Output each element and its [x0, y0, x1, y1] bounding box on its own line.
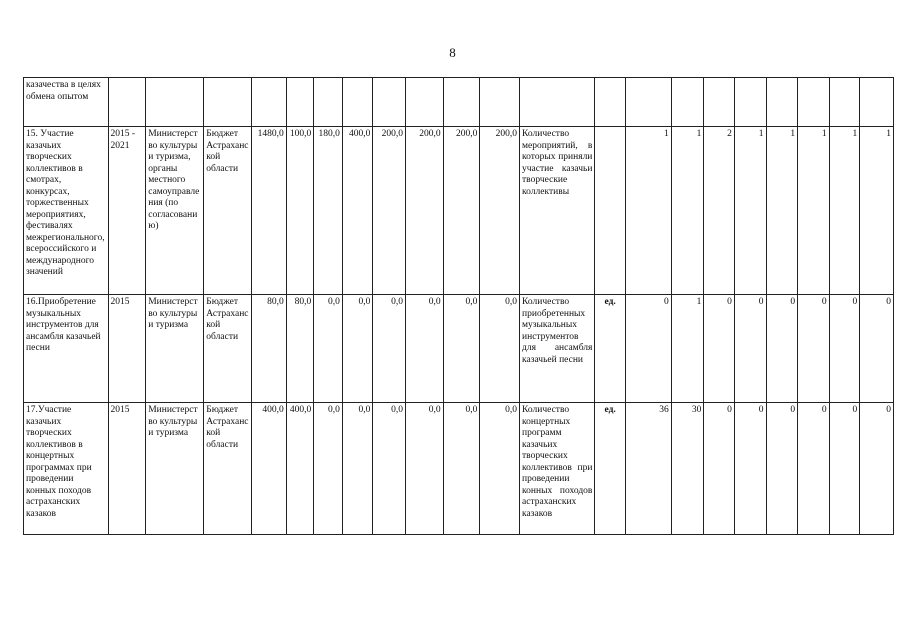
funding-value-cell: 80,0 — [286, 295, 314, 403]
funding-value-cell — [286, 78, 314, 127]
target-value-cell: 0 — [734, 403, 766, 535]
funding-value-cell: 0,0 — [405, 295, 443, 403]
funding-value-cell: 0,0 — [480, 295, 520, 403]
target-value-cell: 0 — [766, 403, 798, 535]
funding-value-cell — [480, 78, 520, 127]
funding-value-cell — [252, 78, 287, 127]
executor-cell: Министерство культуры и туризма — [146, 403, 204, 535]
period-cell: 2015 - 2021 — [108, 127, 146, 295]
executor-cell: Министерство культуры и туризма, органы местного самоуправления (по согласованию) — [146, 127, 204, 295]
target-value-cell: 1 — [798, 127, 830, 295]
target-value-cell: 0 — [734, 295, 766, 403]
unit-cell: ед. — [595, 403, 626, 535]
funding-value-cell: 0,0 — [373, 295, 406, 403]
target-value-cell: 1 — [860, 127, 894, 295]
funding-value-cell: 0,0 — [373, 403, 406, 535]
target-value-cell: 0 — [860, 295, 894, 403]
target-value-cell: 0 — [766, 295, 798, 403]
target-value-cell: 2 — [704, 127, 735, 295]
indicator-cell: Количество концертных программ казачьих творческих коллективов при проведении конных походов астраханских казаков — [520, 403, 595, 535]
event-name-cell: 16.Приобретение музыкальных инструментов для ансамбля казачьей песни — [24, 295, 109, 403]
event-name-cell: казачества в целях обмена опытом — [24, 78, 109, 127]
funding-value-cell: 0,0 — [480, 403, 520, 535]
page-number: 8 — [449, 45, 456, 60]
executor-cell: Министерство культуры и туризма — [146, 295, 204, 403]
target-value-cell — [798, 78, 830, 127]
program-table — [23, 77, 894, 535]
target-value-cell — [625, 78, 671, 127]
funding-source-cell: Бюджет Астраханской области — [204, 127, 252, 295]
funding-value-cell — [373, 78, 406, 127]
target-value-cell: 1 — [829, 127, 860, 295]
indicator-cell: Количество приобретенных музыкальных инструментов для ансамбля казачьей песни — [520, 295, 595, 403]
funding-value-cell: 400,0 — [286, 403, 314, 535]
target-value-cell — [671, 78, 704, 127]
funding-value-cell: 200,0 — [373, 127, 406, 295]
funding-source-cell — [204, 78, 252, 127]
event-name-cell: 17.Участие казачьих творческих коллективов в концертных программах при проведении конных походов астраханских казаков — [24, 403, 109, 535]
indicator-cell — [520, 78, 595, 127]
target-value-cell: 0 — [829, 403, 860, 535]
event-name-cell: 15. Участие казачьих творческих коллективов в смотрах, конкурсах, торжественных мероприятиях, фестивалях межрегионального, всероссийского и международного значений — [24, 127, 109, 295]
funding-value-cell: 180,0 — [314, 127, 343, 295]
target-value-cell: 0 — [625, 295, 671, 403]
funding-value-cell: 100,0 — [286, 127, 314, 295]
target-value-cell: 30 — [671, 403, 704, 535]
target-value-cell — [704, 78, 735, 127]
funding-value-cell: 0,0 — [342, 403, 373, 535]
target-value-cell — [829, 78, 860, 127]
target-value-cell: 0 — [798, 295, 830, 403]
funding-value-cell: 0,0 — [405, 403, 443, 535]
funding-value-cell — [342, 78, 373, 127]
target-value-cell: 0 — [829, 295, 860, 403]
funding-value-cell: 400,0 — [252, 403, 287, 535]
period-cell — [108, 78, 146, 127]
funding-source-cell: Бюджет Астраханской области — [204, 295, 252, 403]
funding-value-cell: 80,0 — [252, 295, 287, 403]
unit-cell — [595, 127, 626, 295]
table-row — [24, 78, 894, 127]
funding-value-cell: 1480,0 — [252, 127, 287, 295]
indicator-cell: Количество мероприятий, в которых приняли участие казачьи творческие коллективы — [520, 127, 595, 295]
funding-value-cell: 400,0 — [342, 127, 373, 295]
period-cell: 2015 — [108, 295, 146, 403]
executor-cell — [146, 78, 204, 127]
funding-value-cell: 200,0 — [443, 127, 480, 295]
target-value-cell: 0 — [860, 403, 894, 535]
target-value-cell — [766, 78, 798, 127]
funding-value-cell: 200,0 — [405, 127, 443, 295]
target-value-cell: 1 — [671, 127, 704, 295]
target-value-cell: 0 — [798, 403, 830, 535]
funding-value-cell: 0,0 — [443, 403, 480, 535]
funding-value-cell — [443, 78, 480, 127]
target-value-cell — [734, 78, 766, 127]
funding-source-cell: Бюджет Астраханской области — [204, 403, 252, 535]
period-cell: 2015 — [108, 403, 146, 535]
target-value-cell: 1 — [734, 127, 766, 295]
funding-value-cell — [405, 78, 443, 127]
funding-value-cell: 0,0 — [314, 403, 343, 535]
target-value-cell: 0 — [704, 403, 735, 535]
table-row — [24, 127, 894, 295]
table-row — [24, 403, 894, 535]
funding-value-cell — [314, 78, 343, 127]
table-row — [24, 295, 894, 403]
target-value-cell: 1 — [766, 127, 798, 295]
funding-value-cell: 0,0 — [443, 295, 480, 403]
target-value-cell: 1 — [625, 127, 671, 295]
target-value-cell: 36 — [625, 403, 671, 535]
funding-value-cell: 200,0 — [480, 127, 520, 295]
funding-value-cell: 0,0 — [314, 295, 343, 403]
target-value-cell: 1 — [671, 295, 704, 403]
unit-cell — [595, 78, 626, 127]
target-value-cell — [860, 78, 894, 127]
unit-cell: ед. — [595, 295, 626, 403]
target-value-cell: 0 — [704, 295, 735, 403]
funding-value-cell: 0,0 — [342, 295, 373, 403]
